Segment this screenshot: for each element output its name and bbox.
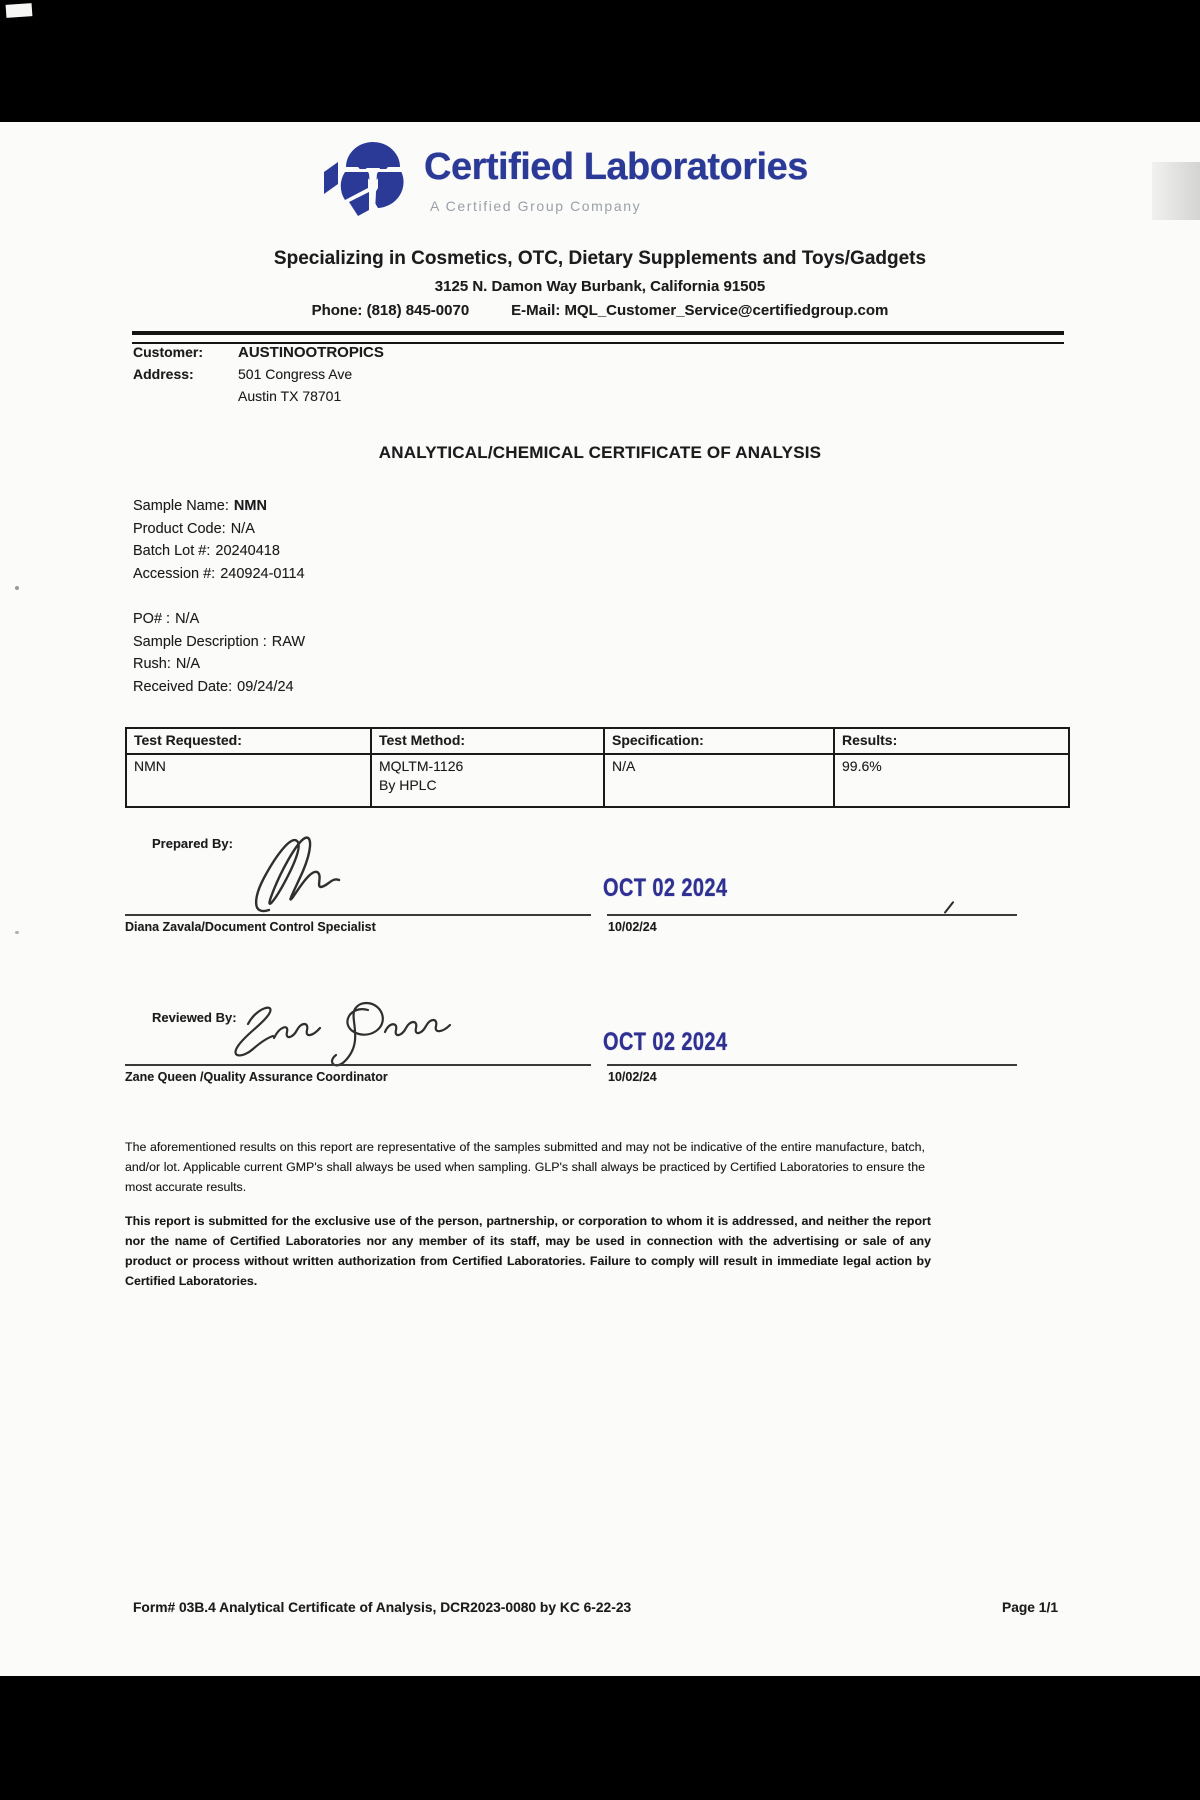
received-date-label: Received Date: — [133, 679, 233, 695]
prepared-date-line — [607, 914, 1017, 916]
prepared-date-text: 10/02/24 — [608, 920, 657, 934]
prepared-by-signature — [235, 826, 385, 918]
footer-page-number: Page 1/1 — [1002, 1600, 1058, 1615]
sample-description-label: Sample Description : — [133, 634, 267, 650]
scan-speck-artifact — [15, 931, 19, 934]
product-code-value: N/A — [230, 521, 255, 537]
rush-row — [133, 656, 200, 672]
prepared-signature-line — [125, 914, 591, 916]
certificate-page — [0, 122, 1200, 1676]
product-code-label: Product Code: — [133, 521, 226, 537]
email-entry — [511, 302, 888, 319]
rush-label: Rush: — [133, 656, 171, 672]
reviewed-date-stamp: OCT 02 2024 — [603, 1028, 728, 1056]
reviewed-signature-line — [125, 1064, 591, 1066]
reviewed-date-line — [607, 1064, 1017, 1066]
prepared-by-label: Prepared By: — [152, 836, 233, 851]
received-date-value: 09/24/24 — [237, 679, 294, 695]
cell-result: 99.6% — [833, 755, 1064, 806]
address-line-2: Austin TX 78701 — [238, 388, 342, 404]
brand-wordmark: Certified Laboratories — [424, 146, 808, 188]
results-table-header-row — [127, 729, 1068, 755]
phone-number: (818) 845-0070 — [366, 302, 470, 319]
reviewed-date-text: 10/02/24 — [608, 1070, 657, 1084]
footer-form-number: Form# 03B.4 Analytical Certificate of Analysis, DCR2023-0080 by KC 6-22-23 — [133, 1600, 632, 1615]
reviewed-name-title: Zane Queen /Quality Assurance Coordinator — [125, 1070, 388, 1084]
scan-notch-artifact — [6, 3, 33, 18]
accession-row — [133, 566, 305, 582]
po-label: PO# : — [133, 611, 171, 627]
accession-value: 240924-0114 — [220, 566, 305, 582]
phone-entry — [312, 302, 470, 319]
sample-name-value: NMN — [233, 498, 267, 514]
prepared-date-stamp: OCT 02 2024 — [603, 874, 728, 902]
email-label: E-Mail: — [511, 302, 561, 319]
cell-test-method — [370, 755, 603, 806]
cell-specification: N/A — [603, 755, 833, 806]
col-header-test-requested: Test Requested: — [134, 732, 242, 748]
disclaimer-paragraph-2: This report is submitted for the exclusive use of the person, partnership, or corporation to whom it is addressed, and neither the report nor the name of Certified Laboratories nor any member of its staff, may be used in connection with the advertising or sale of any product or process without written authorization from Certified Laboratories. Failure to comply will result in immediate legal action by Certified Laboratories. — [125, 1214, 931, 1288]
scan-speck-artifact — [15, 586, 19, 590]
po-row — [133, 611, 199, 627]
address-label: Address: — [133, 366, 194, 382]
customer-label: Customer: — [133, 344, 204, 360]
rush-value: N/A — [175, 656, 201, 672]
certificate-title: ANALYTICAL/CHEMICAL CERTIFICATE OF ANALYSIS — [378, 443, 822, 462]
customer-name: AUSTINOOTROPICS — [238, 344, 384, 361]
results-table — [125, 727, 1070, 808]
scan-top-black-bar — [0, 0, 1200, 122]
disclaimer-paragraph-1: The aforementioned results on this report are representative of the samples submitted and may not be indicative of the entire manufacture, batch, and/or lot. Applicable current GMP's shall always be used when sampling. GLP's shall always be practiced by Certified Laboratories to ensure the most accurate results. — [125, 1140, 925, 1194]
sample-description-value: RAW — [271, 634, 306, 650]
results-table-data-row — [127, 755, 1068, 806]
po-value: N/A — [175, 611, 200, 627]
received-date-row — [133, 679, 294, 695]
prepared-name-title: Diana Zavala/Document Control Specialist — [125, 920, 376, 934]
pen-tick-artifact — [944, 901, 955, 914]
product-code-row — [133, 521, 255, 537]
batch-lot-row — [133, 543, 280, 559]
col-header-specification: Specification: — [603, 729, 833, 753]
header-street-address: 3125 N. Damon Way Burbank, California 91505 — [434, 278, 766, 295]
batch-lot-label: Batch Lot #: — [133, 543, 211, 559]
email-address: MQL_Customer_Service@certifiedgroup.com — [564, 302, 889, 319]
reviewed-by-label: Reviewed By: — [152, 1010, 237, 1025]
header-specializing-line: Specializing in Cosmetics, OTC, Dietary Supplements and Toys/Gadgets — [273, 248, 927, 269]
batch-lot-value: 20240418 — [215, 543, 280, 559]
phone-label: Phone: — [311, 302, 363, 319]
sample-description-row — [133, 634, 305, 650]
col-header-test-method: Test Method: — [370, 729, 603, 753]
certified-laboratories-logo-icon — [322, 138, 422, 218]
header-divider-rule — [132, 331, 1064, 344]
test-method-line-1: MQLTM-1126 — [379, 757, 464, 774]
header-contact-line — [0, 302, 1200, 319]
accession-label: Accession #: — [133, 566, 216, 582]
brand-tagline: A Certified Group Company — [430, 198, 642, 214]
sample-name-row — [133, 498, 267, 514]
sample-name-label: Sample Name: — [133, 498, 229, 514]
scan-edge-artifact — [1152, 162, 1200, 220]
col-header-results: Results: — [833, 729, 1064, 753]
scan-bottom-black-bar — [0, 1676, 1200, 1800]
test-method-line-2: By HPLC — [379, 776, 437, 793]
cell-test-requested: NMN — [134, 757, 166, 774]
address-line-1: 501 Congress Ave — [238, 366, 353, 382]
